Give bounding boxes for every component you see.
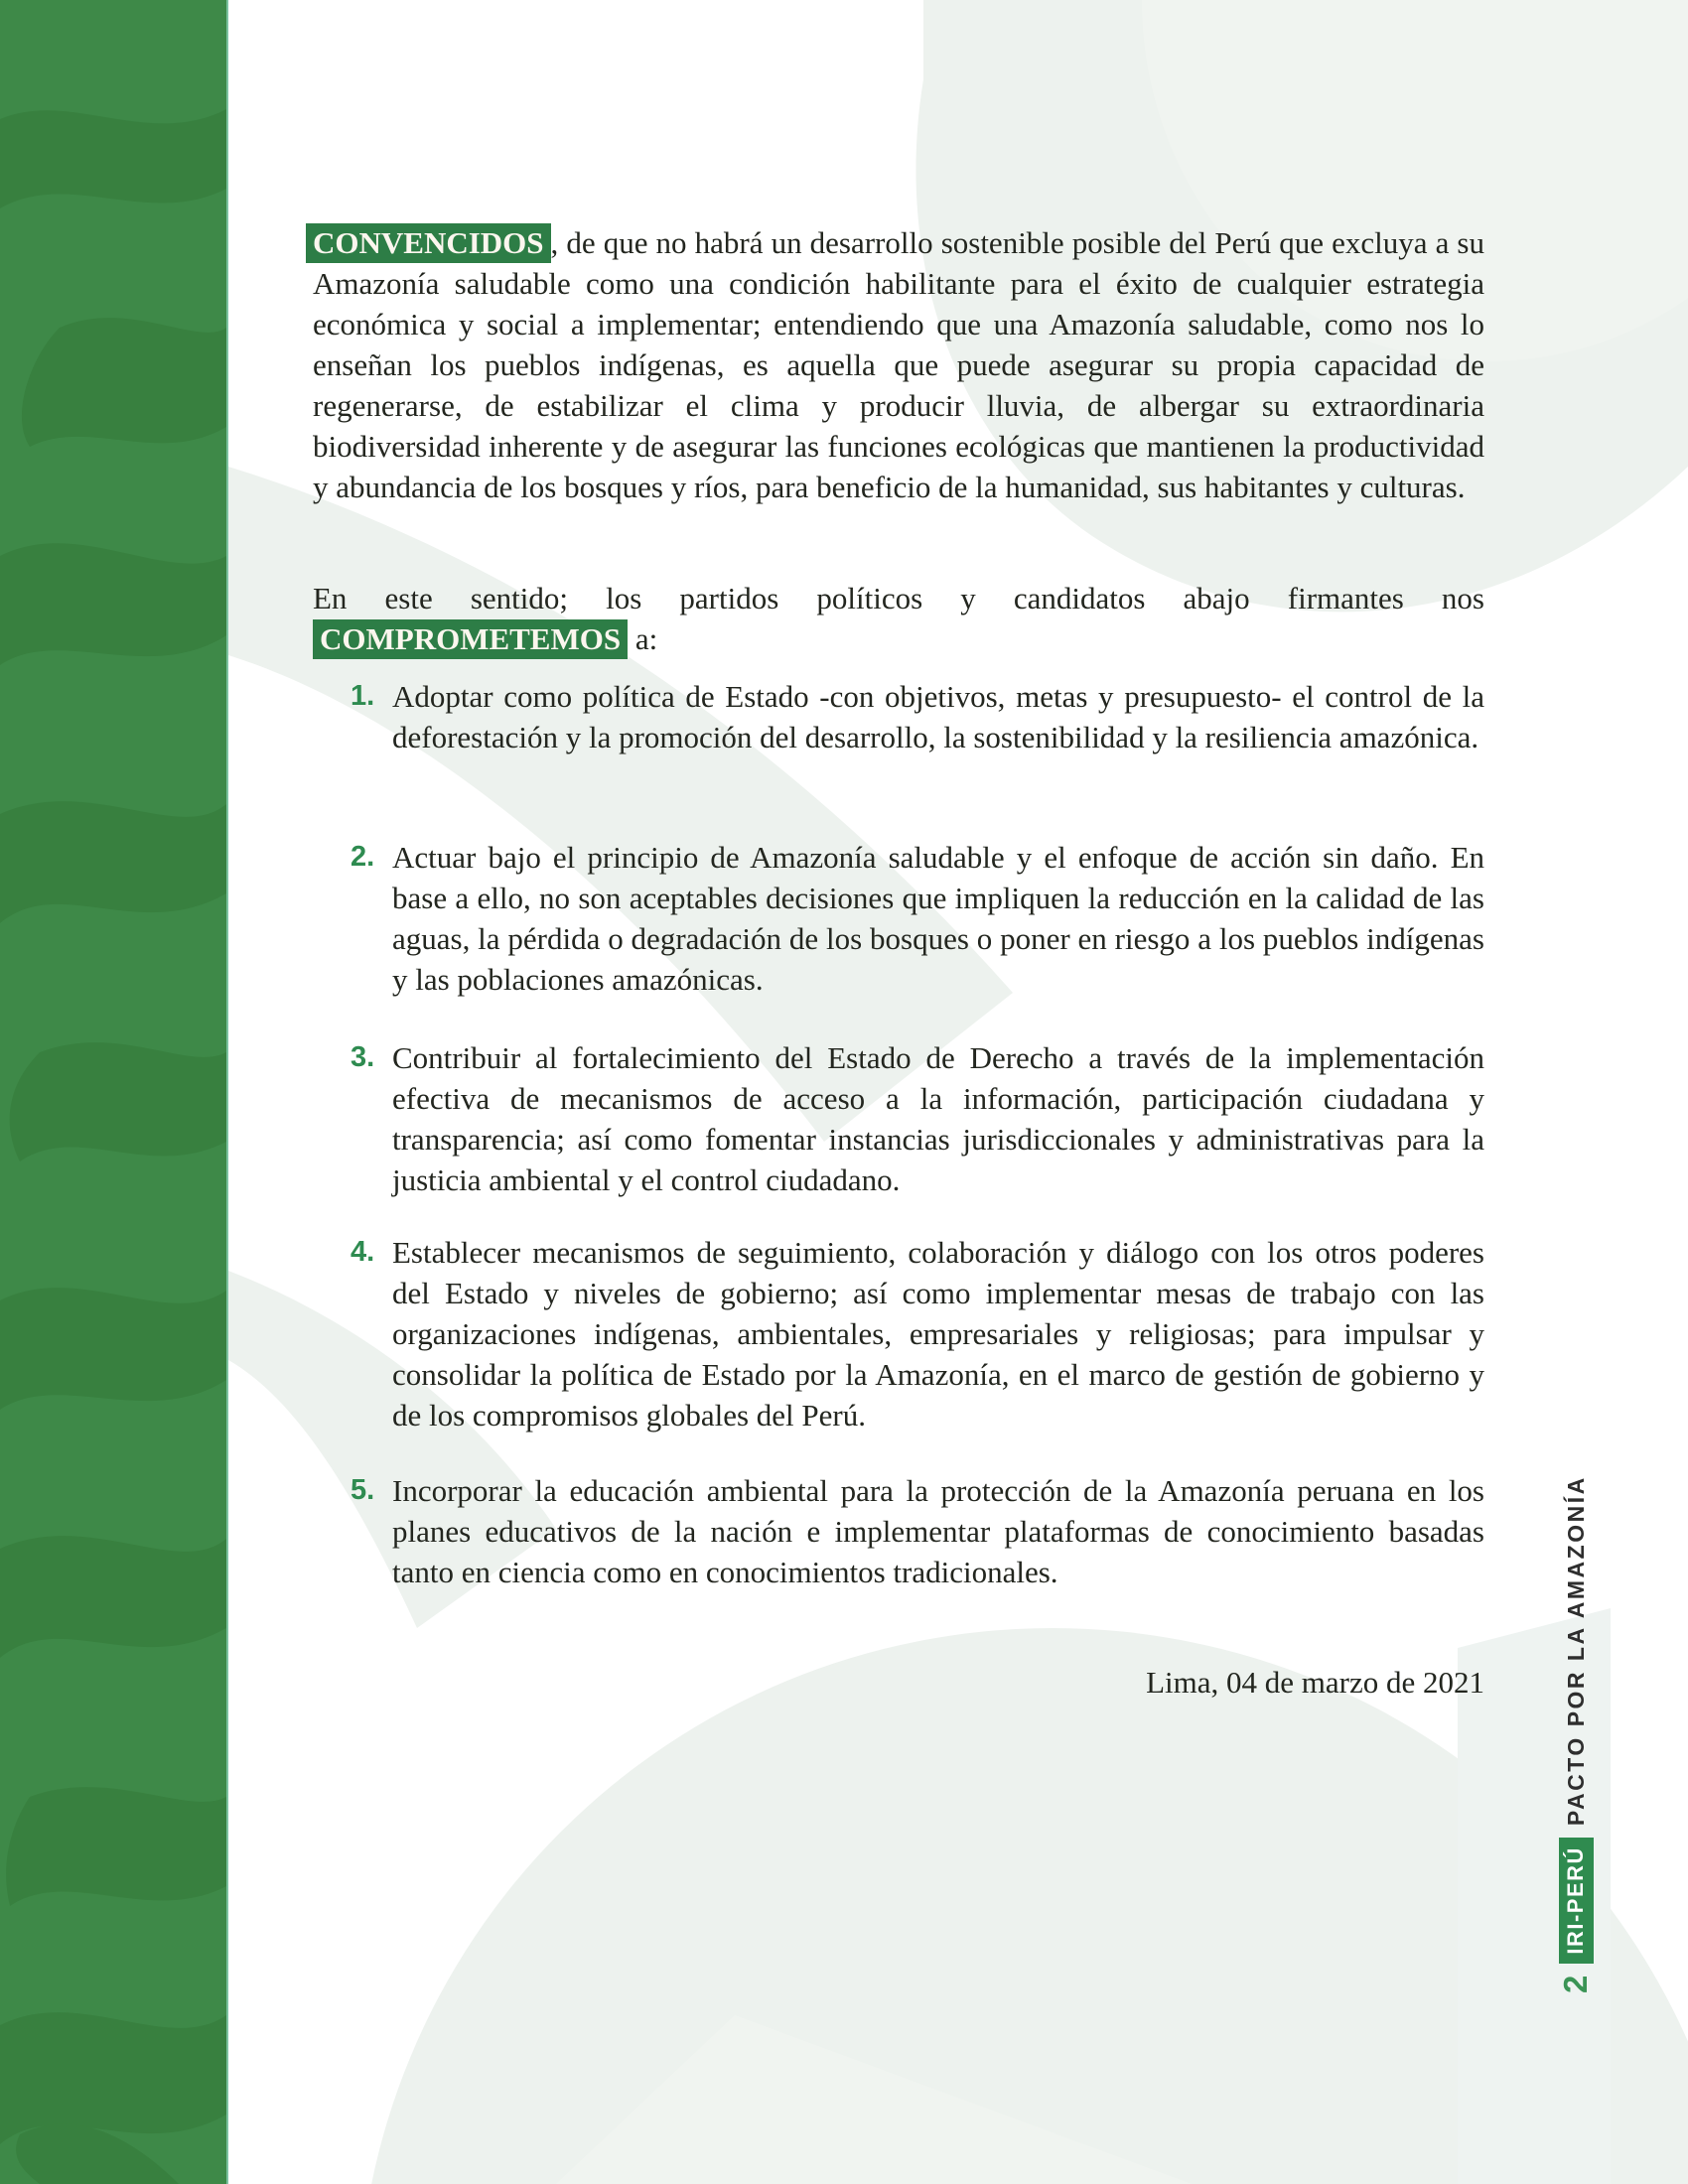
item-text: Actuar bajo el principio de Amazonía saludable y el enfoque de acción sin daño. En base a ello, no son aceptables decisiones que impliquen la reducción en la calidad de las aguas, la pérdida o degradación de los bosques o poner en riesgo a los pueblos indígenas y las poblaciones amazónicas. [392, 840, 1484, 997]
comprometemos-highlight: COMPROMETEMOS [313, 619, 628, 659]
intro-text: , de que no habrá un desarrollo sostenible posible del Perú que excluya a su Amazonía saludable como una condición habilitante para el éxito de cualquier estrategia económica y social a implementar; entendiendo que una Amazonía saludable, como nos lo enseñan los pueblos indígenas, es aquella que puede asegurar su propia capacidad de regenerarse, de estabilizar el clima y producir lluvia, de albergar su extraordinaria biodiversidad inherente y de asegurar las funciones ecológicas que mantienen la productividad y abundancia de los bosques y ríos, para beneficio de la humanidad, sus habitantes y culturas. [313, 225, 1484, 504]
footer-title: PACTO POR LA AMAZONÍA [1562, 1475, 1589, 1827]
page-number: 2 [1557, 1975, 1594, 1993]
intro-paragraph [313, 222, 1484, 507]
commitment-item-3 [313, 1037, 1484, 1200]
commitment-item-5 [313, 1470, 1484, 1592]
vertical-footer [1557, 1475, 1595, 1993]
commitment-lead-suffix: a: [628, 621, 658, 656]
item-number: 3. [351, 1041, 375, 1073]
commitment-item-1 [313, 676, 1484, 757]
commitment-lead [313, 578, 1484, 659]
commitment-item-2 [313, 837, 1484, 1000]
convencidos-highlight: CONVENCIDOS [306, 223, 551, 263]
item-number: 2. [351, 841, 375, 873]
item-text: Incorporar la educación ambiental para la protección de la Amazonía peruana en los planes educativos de la nación e implementar plataformas de conocimiento basadas tanto en ciencia como en conocimientos tradicionales. [392, 1473, 1484, 1589]
brand-badge: IRI-PERÚ [1559, 1838, 1594, 1964]
item-number: 4. [351, 1236, 375, 1268]
item-number: 1. [351, 680, 375, 712]
commitment-item-4 [313, 1232, 1484, 1435]
dateline: Lima, 04 de marzo de 2021 [1146, 1665, 1484, 1700]
item-text: Adoptar como política de Estado -con objetivos, metas y presupuesto- el control de la deforestación y la promoción del desarrollo, la sostenibilidad y la resiliencia amazónica. [392, 679, 1484, 754]
item-number: 5. [351, 1474, 375, 1506]
item-text: Establecer mecanismos de seguimiento, colaboración y diálogo con los otros poderes del Estado y niveles de gobierno; así como implementar mesas de trabajo con las organizaciones indígenas, ambientales, empresariales y religiosas; para impulsar y consolidar la política de Estado por la Amazonía, en el marco de gestión de gobierno y de los compromisos globales del Perú. [392, 1235, 1484, 1433]
item-text: Contribuir al fortalecimiento del Estado de Derecho a través de la implementación efectiva de mecanismos de acceso a la información, participación ciudadana y transparencia; así como fomentar instancias jurisdiccionales y administrativas para la justicia ambiental y el control ciudadano. [392, 1040, 1484, 1197]
commitment-lead-text: En este sentido; los partidos políticos y candidatos abajo firmantes nos [313, 581, 1484, 615]
